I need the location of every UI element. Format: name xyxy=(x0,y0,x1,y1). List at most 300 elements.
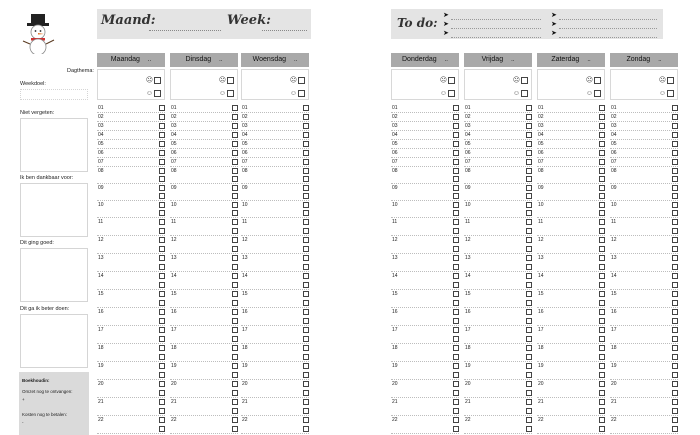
hour-row[interactable] xyxy=(537,398,605,416)
task-checkbox[interactable] xyxy=(453,132,459,138)
hour-row[interactable] xyxy=(97,158,165,167)
task-checkbox[interactable] xyxy=(526,237,532,243)
task-checkbox[interactable] xyxy=(232,273,238,279)
task-checkbox[interactable] xyxy=(672,176,678,182)
task-checkbox[interactable] xyxy=(453,426,459,432)
task-checkbox[interactable] xyxy=(599,309,605,315)
hour-row[interactable] xyxy=(97,416,165,434)
task-checkbox[interactable] xyxy=(526,264,532,270)
task-checkbox[interactable] xyxy=(303,318,309,324)
task-checkbox[interactable] xyxy=(599,150,605,156)
task-checkbox[interactable] xyxy=(303,417,309,423)
day-dropdown-icon[interactable]: .. xyxy=(444,57,448,63)
weekdoel-box[interactable] xyxy=(20,89,88,100)
task-checkbox[interactable] xyxy=(526,399,532,405)
hour-row[interactable] xyxy=(537,362,605,380)
hour-row[interactable] xyxy=(391,254,459,272)
task-checkbox[interactable] xyxy=(526,141,532,147)
hour-row[interactable] xyxy=(170,113,238,122)
hour-row[interactable] xyxy=(97,122,165,131)
hour-row[interactable] xyxy=(610,131,678,140)
hour-row[interactable] xyxy=(97,131,165,140)
hour-row[interactable] xyxy=(97,380,165,398)
task-checkbox[interactable] xyxy=(232,318,238,324)
task-checkbox[interactable] xyxy=(232,309,238,315)
task-checkbox[interactable] xyxy=(303,141,309,147)
hour-row[interactable] xyxy=(170,398,238,416)
dagthema-box[interactable] xyxy=(464,69,532,100)
task-checkbox[interactable] xyxy=(232,185,238,191)
todo-field[interactable] xyxy=(451,28,541,29)
hour-row[interactable] xyxy=(241,272,309,290)
task-checkbox[interactable] xyxy=(672,168,678,174)
task-checkbox[interactable] xyxy=(672,114,678,120)
task-checkbox[interactable] xyxy=(232,168,238,174)
task-checkbox[interactable] xyxy=(599,114,605,120)
dagthema-box[interactable] xyxy=(97,69,165,100)
task-checkbox[interactable] xyxy=(599,318,605,324)
hour-row[interactable] xyxy=(97,272,165,290)
hour-row[interactable] xyxy=(97,344,165,362)
task-checkbox[interactable] xyxy=(232,336,238,342)
task-checkbox[interactable] xyxy=(672,105,678,111)
hour-row[interactable] xyxy=(610,308,678,326)
task-checkbox[interactable] xyxy=(453,363,459,369)
task-checkbox[interactable] xyxy=(526,150,532,156)
hour-row[interactable] xyxy=(97,184,165,201)
hour-row[interactable] xyxy=(170,254,238,272)
task-checkbox[interactable] xyxy=(159,426,165,432)
hour-row[interactable] xyxy=(537,218,605,236)
hour-row[interactable] xyxy=(170,326,238,344)
task-checkbox[interactable] xyxy=(232,159,238,165)
task-checkbox[interactable] xyxy=(672,282,678,288)
day-header-2[interactable] xyxy=(241,53,309,67)
task-checkbox[interactable] xyxy=(303,381,309,387)
hour-row[interactable] xyxy=(610,326,678,344)
task-checkbox[interactable] xyxy=(672,264,678,270)
hour-row[interactable] xyxy=(391,308,459,326)
hour-row[interactable] xyxy=(537,236,605,254)
hour-row[interactable] xyxy=(241,201,309,218)
task-checkbox[interactable] xyxy=(453,123,459,129)
task-checkbox[interactable] xyxy=(599,408,605,414)
hour-row[interactable] xyxy=(97,167,165,184)
task-checkbox[interactable] xyxy=(453,210,459,216)
hour-row[interactable] xyxy=(241,326,309,344)
task-checkbox[interactable] xyxy=(453,354,459,360)
hour-row[interactable] xyxy=(391,416,459,434)
task-checkbox[interactable] xyxy=(303,309,309,315)
hour-row[interactable] xyxy=(241,380,309,398)
task-checkbox[interactable] xyxy=(599,381,605,387)
task-checkbox[interactable] xyxy=(159,399,165,405)
hour-row[interactable] xyxy=(610,362,678,380)
hour-row[interactable] xyxy=(241,167,309,184)
hour-row[interactable] xyxy=(391,122,459,131)
task-checkbox[interactable] xyxy=(672,141,678,147)
task-checkbox[interactable] xyxy=(303,300,309,306)
task-checkbox[interactable] xyxy=(159,176,165,182)
task-checkbox[interactable] xyxy=(303,168,309,174)
hour-row[interactable] xyxy=(464,362,532,380)
hour-row[interactable] xyxy=(391,236,459,254)
task-checkbox[interactable] xyxy=(453,176,459,182)
hour-row[interactable] xyxy=(610,272,678,290)
task-checkbox[interactable] xyxy=(672,408,678,414)
hour-row[interactable] xyxy=(464,131,532,140)
hour-row[interactable] xyxy=(464,272,532,290)
task-checkbox[interactable] xyxy=(232,399,238,405)
hour-row[interactable] xyxy=(610,218,678,236)
hour-row[interactable] xyxy=(464,149,532,158)
task-checkbox[interactable] xyxy=(672,159,678,165)
task-checkbox[interactable] xyxy=(599,327,605,333)
task-checkbox[interactable] xyxy=(526,372,532,378)
hour-row[interactable] xyxy=(610,113,678,122)
hour-row[interactable] xyxy=(537,113,605,122)
task-checkbox[interactable] xyxy=(303,105,309,111)
hour-row[interactable] xyxy=(241,398,309,416)
task-checkbox[interactable] xyxy=(526,210,532,216)
task-checkbox[interactable] xyxy=(526,202,532,208)
task-checkbox[interactable] xyxy=(453,228,459,234)
hour-row[interactable] xyxy=(391,167,459,184)
day-dropdown-icon[interactable]: .. xyxy=(658,57,662,63)
task-checkbox[interactable] xyxy=(453,219,459,225)
hour-row[interactable] xyxy=(97,140,165,149)
task-checkbox[interactable] xyxy=(672,426,678,432)
hour-row[interactable] xyxy=(170,140,238,149)
task-checkbox[interactable] xyxy=(526,345,532,351)
hour-row[interactable] xyxy=(97,236,165,254)
task-checkbox[interactable] xyxy=(303,176,309,182)
task-checkbox[interactable] xyxy=(526,408,532,414)
hour-row[interactable] xyxy=(170,149,238,158)
hour-row[interactable] xyxy=(464,416,532,434)
mood-checkbox[interactable] xyxy=(667,77,674,84)
task-checkbox[interactable] xyxy=(672,132,678,138)
task-checkbox[interactable] xyxy=(303,372,309,378)
hour-row[interactable] xyxy=(391,290,459,308)
task-checkbox[interactable] xyxy=(303,159,309,165)
niet-vergeten-box[interactable] xyxy=(20,118,88,172)
mood-checkbox[interactable] xyxy=(298,90,305,97)
task-checkbox[interactable] xyxy=(672,228,678,234)
task-checkbox[interactable] xyxy=(159,390,165,396)
hour-row[interactable] xyxy=(464,122,532,131)
task-checkbox[interactable] xyxy=(232,372,238,378)
hour-row[interactable] xyxy=(241,344,309,362)
task-checkbox[interactable] xyxy=(303,237,309,243)
maand-field[interactable] xyxy=(149,30,221,31)
task-checkbox[interactable] xyxy=(453,408,459,414)
hour-row[interactable] xyxy=(537,149,605,158)
hour-row[interactable] xyxy=(537,158,605,167)
task-checkbox[interactable] xyxy=(599,372,605,378)
task-checkbox[interactable] xyxy=(453,390,459,396)
task-checkbox[interactable] xyxy=(672,150,678,156)
task-checkbox[interactable] xyxy=(303,345,309,351)
task-checkbox[interactable] xyxy=(303,202,309,208)
task-checkbox[interactable] xyxy=(303,219,309,225)
task-checkbox[interactable] xyxy=(599,345,605,351)
hour-row[interactable] xyxy=(610,104,678,113)
mood-checkbox[interactable] xyxy=(227,77,234,84)
task-checkbox[interactable] xyxy=(526,123,532,129)
task-checkbox[interactable] xyxy=(159,354,165,360)
task-checkbox[interactable] xyxy=(599,390,605,396)
hour-row[interactable] xyxy=(537,140,605,149)
hour-row[interactable] xyxy=(610,344,678,362)
task-checkbox[interactable] xyxy=(599,219,605,225)
task-checkbox[interactable] xyxy=(599,291,605,297)
task-checkbox[interactable] xyxy=(672,210,678,216)
task-checkbox[interactable] xyxy=(232,228,238,234)
task-checkbox[interactable] xyxy=(159,372,165,378)
task-checkbox[interactable] xyxy=(599,210,605,216)
task-checkbox[interactable] xyxy=(526,193,532,199)
hour-row[interactable] xyxy=(97,308,165,326)
task-checkbox[interactable] xyxy=(453,417,459,423)
task-checkbox[interactable] xyxy=(526,381,532,387)
task-checkbox[interactable] xyxy=(526,114,532,120)
day-dropdown-icon[interactable]: .. xyxy=(294,57,298,63)
task-checkbox[interactable] xyxy=(159,219,165,225)
task-checkbox[interactable] xyxy=(672,202,678,208)
task-checkbox[interactable] xyxy=(159,210,165,216)
hour-row[interactable] xyxy=(610,140,678,149)
task-checkbox[interactable] xyxy=(453,168,459,174)
hour-row[interactable] xyxy=(610,398,678,416)
hour-row[interactable] xyxy=(537,290,605,308)
hour-row[interactable] xyxy=(537,380,605,398)
task-checkbox[interactable] xyxy=(453,318,459,324)
task-checkbox[interactable] xyxy=(159,255,165,261)
task-checkbox[interactable] xyxy=(232,264,238,270)
task-checkbox[interactable] xyxy=(526,282,532,288)
task-checkbox[interactable] xyxy=(232,210,238,216)
hour-row[interactable] xyxy=(464,218,532,236)
task-checkbox[interactable] xyxy=(232,327,238,333)
task-checkbox[interactable] xyxy=(232,150,238,156)
hour-row[interactable] xyxy=(241,362,309,380)
task-checkbox[interactable] xyxy=(453,372,459,378)
task-checkbox[interactable] xyxy=(159,114,165,120)
task-checkbox[interactable] xyxy=(672,345,678,351)
task-checkbox[interactable] xyxy=(599,336,605,342)
task-checkbox[interactable] xyxy=(599,185,605,191)
day-dropdown-icon[interactable]: .. xyxy=(587,57,591,63)
hour-row[interactable] xyxy=(391,104,459,113)
hour-row[interactable] xyxy=(464,326,532,344)
task-checkbox[interactable] xyxy=(599,354,605,360)
hour-row[interactable] xyxy=(170,158,238,167)
task-checkbox[interactable] xyxy=(672,219,678,225)
mood-checkbox[interactable] xyxy=(448,90,455,97)
task-checkbox[interactable] xyxy=(453,336,459,342)
task-checkbox[interactable] xyxy=(599,273,605,279)
task-checkbox[interactable] xyxy=(453,193,459,199)
task-checkbox[interactable] xyxy=(232,237,238,243)
task-checkbox[interactable] xyxy=(599,202,605,208)
task-checkbox[interactable] xyxy=(672,336,678,342)
task-checkbox[interactable] xyxy=(526,336,532,342)
task-checkbox[interactable] xyxy=(526,228,532,234)
hour-row[interactable] xyxy=(391,344,459,362)
hour-row[interactable] xyxy=(170,167,238,184)
hour-row[interactable] xyxy=(537,254,605,272)
mood-checkbox[interactable] xyxy=(521,77,528,84)
task-checkbox[interactable] xyxy=(232,390,238,396)
hour-row[interactable] xyxy=(391,380,459,398)
hour-row[interactable] xyxy=(97,326,165,344)
day-dropdown-icon[interactable]: .. xyxy=(147,57,152,63)
day-header-5[interactable] xyxy=(537,53,605,67)
hour-row[interactable] xyxy=(241,290,309,308)
task-checkbox[interactable] xyxy=(672,327,678,333)
task-checkbox[interactable] xyxy=(453,264,459,270)
task-checkbox[interactable] xyxy=(232,246,238,252)
task-checkbox[interactable] xyxy=(303,228,309,234)
task-checkbox[interactable] xyxy=(453,381,459,387)
task-checkbox[interactable] xyxy=(303,291,309,297)
hour-row[interactable] xyxy=(464,380,532,398)
hour-row[interactable] xyxy=(170,362,238,380)
dankbaar-box[interactable] xyxy=(20,183,88,237)
task-checkbox[interactable] xyxy=(159,282,165,288)
task-checkbox[interactable] xyxy=(453,246,459,252)
hour-row[interactable] xyxy=(241,104,309,113)
task-checkbox[interactable] xyxy=(232,105,238,111)
hour-row[interactable] xyxy=(97,149,165,158)
hour-row[interactable] xyxy=(610,290,678,308)
task-checkbox[interactable] xyxy=(232,193,238,199)
day-header-4[interactable] xyxy=(464,53,532,67)
hour-row[interactable] xyxy=(241,131,309,140)
task-checkbox[interactable] xyxy=(159,159,165,165)
task-checkbox[interactable] xyxy=(303,193,309,199)
task-checkbox[interactable] xyxy=(159,264,165,270)
task-checkbox[interactable] xyxy=(303,132,309,138)
task-checkbox[interactable] xyxy=(672,237,678,243)
task-checkbox[interactable] xyxy=(159,168,165,174)
hour-row[interactable] xyxy=(391,149,459,158)
hour-row[interactable] xyxy=(610,122,678,131)
hour-row[interactable] xyxy=(241,158,309,167)
day-dropdown-icon[interactable]: .. xyxy=(219,57,223,63)
task-checkbox[interactable] xyxy=(672,273,678,279)
task-checkbox[interactable] xyxy=(453,345,459,351)
task-checkbox[interactable] xyxy=(232,282,238,288)
hour-row[interactable] xyxy=(391,140,459,149)
task-checkbox[interactable] xyxy=(526,168,532,174)
task-checkbox[interactable] xyxy=(599,168,605,174)
hour-row[interactable] xyxy=(97,290,165,308)
task-checkbox[interactable] xyxy=(526,426,532,432)
task-checkbox[interactable] xyxy=(159,202,165,208)
task-checkbox[interactable] xyxy=(303,426,309,432)
task-checkbox[interactable] xyxy=(232,123,238,129)
task-checkbox[interactable] xyxy=(303,246,309,252)
hour-row[interactable] xyxy=(170,272,238,290)
task-checkbox[interactable] xyxy=(232,132,238,138)
hour-row[interactable] xyxy=(170,344,238,362)
mood-checkbox[interactable] xyxy=(298,77,305,84)
hour-row[interactable] xyxy=(610,149,678,158)
hour-row[interactable] xyxy=(464,104,532,113)
hour-row[interactable] xyxy=(464,140,532,149)
task-checkbox[interactable] xyxy=(453,399,459,405)
task-checkbox[interactable] xyxy=(159,141,165,147)
hour-row[interactable] xyxy=(537,326,605,344)
dagthema-box[interactable] xyxy=(537,69,605,100)
hour-row[interactable] xyxy=(610,184,678,201)
hour-row[interactable] xyxy=(391,272,459,290)
hour-row[interactable] xyxy=(391,362,459,380)
task-checkbox[interactable] xyxy=(303,354,309,360)
task-checkbox[interactable] xyxy=(232,291,238,297)
task-checkbox[interactable] xyxy=(232,345,238,351)
task-checkbox[interactable] xyxy=(159,273,165,279)
hour-row[interactable] xyxy=(97,362,165,380)
hour-row[interactable] xyxy=(537,122,605,131)
hour-row[interactable] xyxy=(170,380,238,398)
hour-row[interactable] xyxy=(170,236,238,254)
mood-checkbox[interactable] xyxy=(667,90,674,97)
task-checkbox[interactable] xyxy=(232,202,238,208)
hour-row[interactable] xyxy=(170,104,238,113)
task-checkbox[interactable] xyxy=(672,417,678,423)
task-checkbox[interactable] xyxy=(672,399,678,405)
todo-field[interactable] xyxy=(559,37,657,38)
hour-row[interactable] xyxy=(241,236,309,254)
todo-field[interactable] xyxy=(559,28,657,29)
hour-row[interactable] xyxy=(537,184,605,201)
hour-row[interactable] xyxy=(610,380,678,398)
task-checkbox[interactable] xyxy=(453,105,459,111)
task-checkbox[interactable] xyxy=(303,363,309,369)
task-checkbox[interactable] xyxy=(672,246,678,252)
task-checkbox[interactable] xyxy=(599,105,605,111)
task-checkbox[interactable] xyxy=(159,193,165,199)
task-checkbox[interactable] xyxy=(159,309,165,315)
mood-checkbox[interactable] xyxy=(594,90,601,97)
hour-row[interactable] xyxy=(610,254,678,272)
task-checkbox[interactable] xyxy=(303,390,309,396)
task-checkbox[interactable] xyxy=(672,354,678,360)
task-checkbox[interactable] xyxy=(526,132,532,138)
task-checkbox[interactable] xyxy=(159,150,165,156)
hour-row[interactable] xyxy=(537,201,605,218)
hour-row[interactable] xyxy=(464,158,532,167)
hour-row[interactable] xyxy=(391,184,459,201)
hour-row[interactable] xyxy=(537,308,605,326)
task-checkbox[interactable] xyxy=(159,318,165,324)
task-checkbox[interactable] xyxy=(303,408,309,414)
task-checkbox[interactable] xyxy=(526,159,532,165)
task-checkbox[interactable] xyxy=(453,237,459,243)
task-checkbox[interactable] xyxy=(303,264,309,270)
hour-row[interactable] xyxy=(241,218,309,236)
task-checkbox[interactable] xyxy=(232,219,238,225)
task-checkbox[interactable] xyxy=(159,228,165,234)
mood-checkbox[interactable] xyxy=(154,90,161,97)
todo-field[interactable] xyxy=(451,37,541,38)
hour-row[interactable] xyxy=(537,416,605,434)
hour-row[interactable] xyxy=(170,131,238,140)
todo-field[interactable] xyxy=(559,19,657,20)
